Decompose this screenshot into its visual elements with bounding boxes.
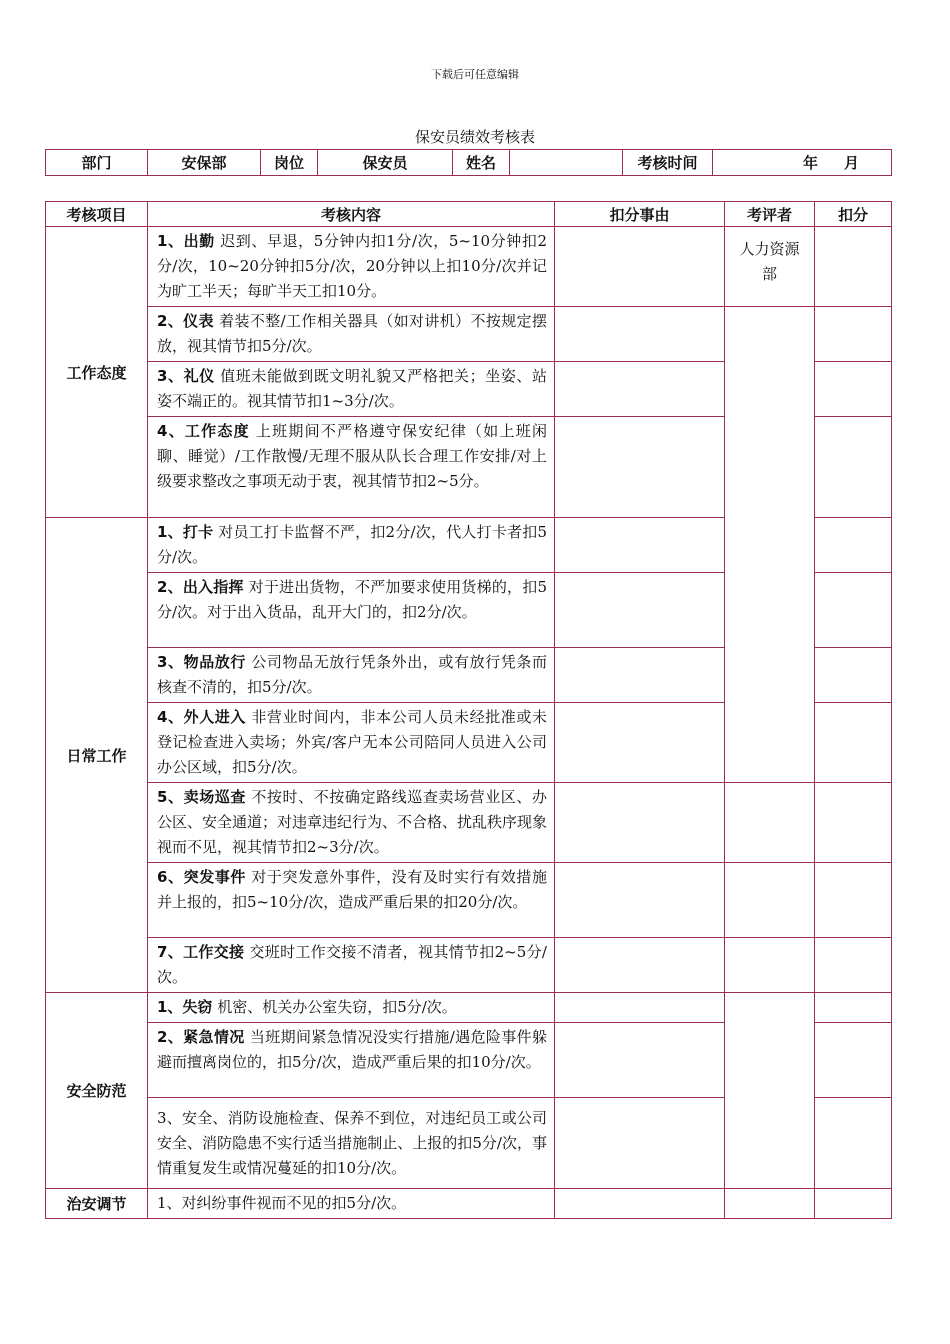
item-body: 交班时工作交接不清者，视其情节扣2~5分/次。 (157, 943, 547, 986)
month-label: 月 (843, 154, 859, 172)
content-cell (148, 783, 555, 863)
content-cell (148, 362, 555, 417)
item-body: 迟到、早退，5分钟内扣1分/次，5~10分钟扣2分/次，10~20分钟扣5分/次，20分钟以上扣10分/次并记为旷工半天；每旷半天工扣10分。 (157, 232, 548, 300)
item-head: 3、礼仪 (157, 367, 215, 385)
item-head: 1、失窃 (157, 998, 213, 1016)
reviewer-text: 人力资源部 (739, 240, 800, 283)
item-body: 上班期间不严格遵守保安纪律（如上班闲聊、睡觉）/工作散慢/无理不服从队长合理工作安排/对上级要求整改之事项无动于衷，视其情节扣2~5分。 (157, 422, 547, 490)
score-cell[interactable] (815, 1023, 892, 1098)
score-cell[interactable] (815, 573, 892, 648)
content-cell (148, 307, 555, 362)
item-head: 4、工作态度 (157, 422, 250, 440)
score-cell[interactable] (815, 938, 892, 993)
header-note: 下载后可任意编辑 (431, 68, 519, 81)
item-body: 1、对纠纷事件视而不见的扣5分/次。 (157, 1194, 407, 1212)
content-cell (148, 417, 555, 518)
score-cell[interactable] (815, 227, 892, 307)
reviewer-cell-merged (725, 993, 815, 1189)
item-head: 2、仪表 (157, 312, 214, 330)
reviewer-cell (725, 938, 815, 993)
time-value[interactable] (713, 150, 892, 176)
item-body: 对于进出货物，不严加要求使用货梯的，扣5分/次。对于出入货品，乱开大门的，扣2分/次。 (157, 578, 547, 621)
reason-cell[interactable] (555, 1189, 725, 1219)
dept-value: 安保部 (148, 150, 261, 176)
reason-cell[interactable] (555, 703, 725, 783)
score-cell[interactable] (815, 1189, 892, 1219)
item-body: 公司物品无放行凭条外出，或有放行凭条而核查不清的，扣5分/次。 (157, 653, 547, 696)
reason-cell[interactable] (555, 1023, 725, 1098)
item-body: 值班未能做到既文明礼貌又严格把关；坐姿、站姿不端正的。视其情节扣1~3分/次。 (157, 367, 547, 410)
item-head: 6、突发事件 (157, 868, 246, 886)
score-cell[interactable] (815, 307, 892, 362)
reason-cell[interactable] (555, 573, 725, 648)
score-cell[interactable] (815, 518, 892, 573)
item-head: 4、外人进入 (157, 708, 246, 726)
content-cell (148, 1189, 555, 1219)
col-header-score: 扣分 (815, 202, 892, 227)
reviewer-cell (725, 227, 815, 307)
reviewer-cell-merged (725, 307, 815, 783)
reviewer-cell (725, 863, 815, 938)
year-label: 年 (802, 154, 818, 172)
page-title: 保安员绩效考核表 (414, 128, 535, 146)
item-head: 1、出勤 (157, 232, 215, 250)
post-value: 保安员 (318, 150, 453, 176)
item-body: 非营业时间内，非本公司人员未经批准或未登记检查进入卖场；外宾/客户无本公司陪同人员进入公司办公区域，扣5分/次。 (157, 708, 547, 776)
reason-cell[interactable] (555, 307, 725, 362)
content-cell (148, 648, 555, 703)
reason-cell[interactable] (555, 863, 725, 938)
item-body: 对员工打卡监督不严，扣2分/次，代人打卡者扣5分/次。 (157, 523, 547, 566)
content-cell (148, 227, 555, 307)
table-row (46, 227, 892, 307)
table-row (46, 783, 892, 863)
table-row (46, 993, 892, 1023)
item-head: 1、打卡 (157, 523, 214, 541)
reason-cell[interactable] (555, 938, 725, 993)
reviewer-cell (725, 1189, 815, 1219)
item-body: 对于突发意外事件，没有及时实行有效措施并上报的，扣5~10分/次，造成严重后果的扣20分/次。 (157, 868, 547, 911)
reason-cell[interactable] (555, 518, 725, 573)
post-label: 岗位 (261, 150, 318, 176)
content-cell (148, 938, 555, 993)
reviewer-cell (725, 783, 815, 863)
table-row (46, 863, 892, 938)
content-cell (148, 993, 555, 1023)
score-cell[interactable] (815, 362, 892, 417)
reason-cell[interactable] (555, 783, 725, 863)
item-head: 2、出入指挥 (157, 578, 244, 596)
item-head: 7、工作交接 (157, 943, 245, 961)
reason-cell[interactable] (555, 227, 725, 307)
score-cell[interactable] (815, 648, 892, 703)
item-body: 机密、机关办公室失窃，扣5分/次。 (212, 998, 457, 1016)
table-row (46, 1189, 892, 1219)
score-cell[interactable] (815, 993, 892, 1023)
item-head: 5、卖场巡查 (157, 788, 246, 806)
score-cell[interactable] (815, 863, 892, 938)
item-body: 当班期间紧急情况没实行措施/遇危险事件躲避而擅离岗位的，扣5分/次，造成严重后果的扣10分/次。 (157, 1028, 547, 1071)
score-cell[interactable] (815, 1098, 892, 1189)
reviewer-cell (815, 703, 892, 783)
content-cell (148, 573, 555, 648)
item-head: 3、物品放行 (157, 653, 246, 671)
content-cell (148, 703, 555, 783)
table-header-row (46, 202, 892, 227)
item-head: 2、紧急情况 (157, 1028, 245, 1046)
col-header-item: 考核项目 (46, 202, 148, 227)
col-header-content: 考核内容 (148, 202, 555, 227)
score-cell[interactable] (815, 417, 892, 518)
col-header-reason: 扣分事由 (555, 202, 725, 227)
score-cell[interactable] (815, 783, 892, 863)
col-header-reviewer: 考评者 (725, 202, 815, 227)
time-label: 考核时间 (623, 150, 713, 176)
content-cell (148, 1023, 555, 1098)
content-cell (148, 518, 555, 573)
reason-cell[interactable] (555, 1098, 725, 1189)
info-table (45, 149, 892, 176)
name-label: 姓名 (453, 150, 510, 176)
item-body: 不按时、不按确定路线巡查卖场营业区、办公区、安全通道；对违章违纪行为、不合格、扰乱秩序现象视而不见，视其情节扣2~3分/次。 (157, 788, 548, 856)
reason-cell[interactable] (555, 362, 725, 417)
category-attitude: 工作态度 (46, 227, 148, 518)
reason-cell[interactable] (555, 993, 725, 1023)
table-row (46, 938, 892, 993)
category-order: 治安调节 (46, 1189, 148, 1219)
reason-cell[interactable] (555, 417, 725, 518)
content-cell (148, 1098, 555, 1189)
item-body: 着装不整/工作相关器具（如对讲机）不按规定摆放，视其情节扣5分/次。 (157, 312, 547, 355)
dept-label: 部门 (46, 150, 148, 176)
content-cell (148, 863, 555, 938)
table-row (46, 307, 892, 362)
category-security: 安全防范 (46, 993, 148, 1189)
item-body: 3、安全、消防设施检查、保养不到位，对违纪员工或公司安全、消防隐患不实行适当措施制止、上报的扣5分/次，事情重复发生或情况蔓延的扣10分/次。 (157, 1108, 547, 1177)
category-daily: 日常工作 (46, 518, 148, 993)
reason-cell[interactable] (555, 648, 725, 703)
assessment-table (45, 201, 892, 1219)
name-value[interactable] (510, 150, 623, 176)
